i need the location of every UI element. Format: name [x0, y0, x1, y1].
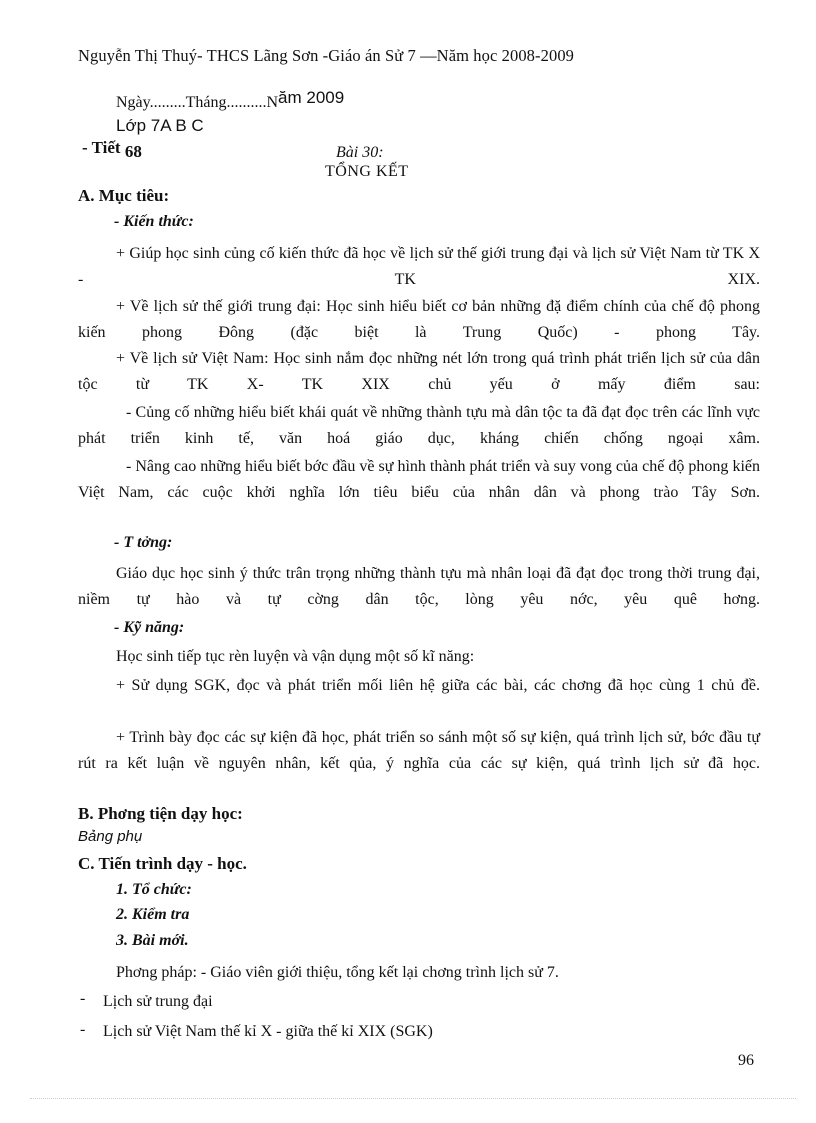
section-b-item: Bảng phụ [78, 828, 143, 845]
knowledge-paragraph-2-text: + Về lịch sử thế giới trung đại: Học sinh hiểu biết cơ bản những đặ điểm chính của chế độ phong kiến phong Đông (đặc biệt là Trung Quốc) - phong Tây. [78, 298, 760, 341]
class-line: Lớp 7A B C [116, 116, 204, 135]
page-number: 96 [738, 1052, 754, 1069]
c-item-check: 2. Kiểm tra [116, 906, 190, 923]
date-line [116, 88, 345, 112]
knowledge-paragraph-1-text: + Giúp học sinh củng cố kiến thức đã học về lịch sử thế giới trung đại và lịch sử Việt Nam từ TK X - TK XIX. [78, 245, 760, 288]
skills-paragraph-1: Học sinh tiếp tục rèn luyện và vận dụng một số kĩ năng: [116, 648, 475, 665]
date-line-prefix: Ngày.........Tháng..........N [116, 94, 279, 111]
c-item-new-lesson: 3. Bài mới. [116, 932, 189, 949]
thought-heading: - T tởng: [114, 534, 173, 551]
skills-heading: - Kỹ năng: [114, 619, 185, 636]
thought-paragraph-text: Giáo dục học sinh ý thức trân trọng những thành tựu mà nhân loại đã đạt đọc trong thời trung đại, niềm tự hào và tự cờng dân tộc, lòng yêu nớc, yêu quê hơng. [78, 565, 760, 608]
knowledge-paragraph-5 [78, 454, 760, 532]
skills-paragraph-3 [78, 725, 760, 803]
page-bottom-rule [30, 1098, 796, 1099]
bullet-dash-1: - [80, 990, 86, 1007]
lesson-title: TỔNG KẾT [325, 163, 409, 180]
section-b-heading: B. Phơng tiện dạy học: [78, 804, 243, 823]
c-item-organization: 1. Tổ chức: [116, 881, 192, 898]
knowledge-paragraph-4-text: - Củng cố những hiểu biết khái quát về những thành tựu mà dân tộc ta đã đạt đọc trên các lĩnh vực phát triển kinh tế, văn hoá giáo dục, kháng chiến chống ngoại xâm. [78, 404, 760, 447]
lesson-number-line [82, 138, 142, 162]
skills-paragraph-2-text: + Sử dụng SGK, đọc và phát triển mối liên hệ giữa các bài, các chơng đã học cùng 1 chủ đề. [116, 677, 760, 694]
knowledge-paragraph-3-text: + Về lịch sử Việt Nam: Học sinh nắm đọc những nét lớn trong quá trình phát triển lịch sử của dân tộc từ TK X- TK XIX chủ yếu ở mấy điểm sau: [78, 350, 760, 393]
lesson-prefix: - Tiết [82, 138, 121, 157]
page-header: Nguyễn Thị Thuý- THCS Lãng Sơn -Giáo án Sử 7 —Năm học 2008-2009 [78, 46, 575, 65]
bullet-item-1: Lịch sử trung đại [103, 993, 213, 1010]
skills-paragraph-2 [78, 673, 760, 725]
bullet-item-2: Lịch sử Việt Nam thế kỉ X - giữa thế kỉ XIX (SGK) [103, 1023, 433, 1040]
method-line: Phơng pháp: - Giáo viên giới thiệu, tổng kết lại chơng trình lịch sử 7. [116, 964, 559, 981]
skills-paragraph-3-text: + Trình bày đọc các sự kiện đã học, phát triển so sánh một số sự kiện, quá trình lịch sử, bớc đầu tự rút ra kết luận về nguyên nhân, kết qủa, ý nghĩa của các sự kiện, quá trình lịch sử đã học. [78, 729, 760, 772]
lesson-number: 68 [124, 142, 142, 161]
bullet-dash-2: - [80, 1021, 86, 1038]
lesson-label: Bài 30: [336, 144, 384, 161]
date-line-suffix: ăm 2009 [278, 88, 345, 107]
section-c-heading: C. Tiến trình dạy - học. [78, 854, 247, 873]
knowledge-paragraph-5-text: - Nâng cao những hiểu biết bớc đầu về sự hình thành phát triển và suy vong của chế độ phong kiến Việt Nam, các cuộc khởi nghĩa lớn tiêu biểu của nhân dân và phong trào Tây Sơn. [78, 458, 760, 501]
section-a-heading: A. Mục tiêu: [78, 186, 170, 205]
knowledge-heading: - Kiến thức: [114, 213, 194, 230]
